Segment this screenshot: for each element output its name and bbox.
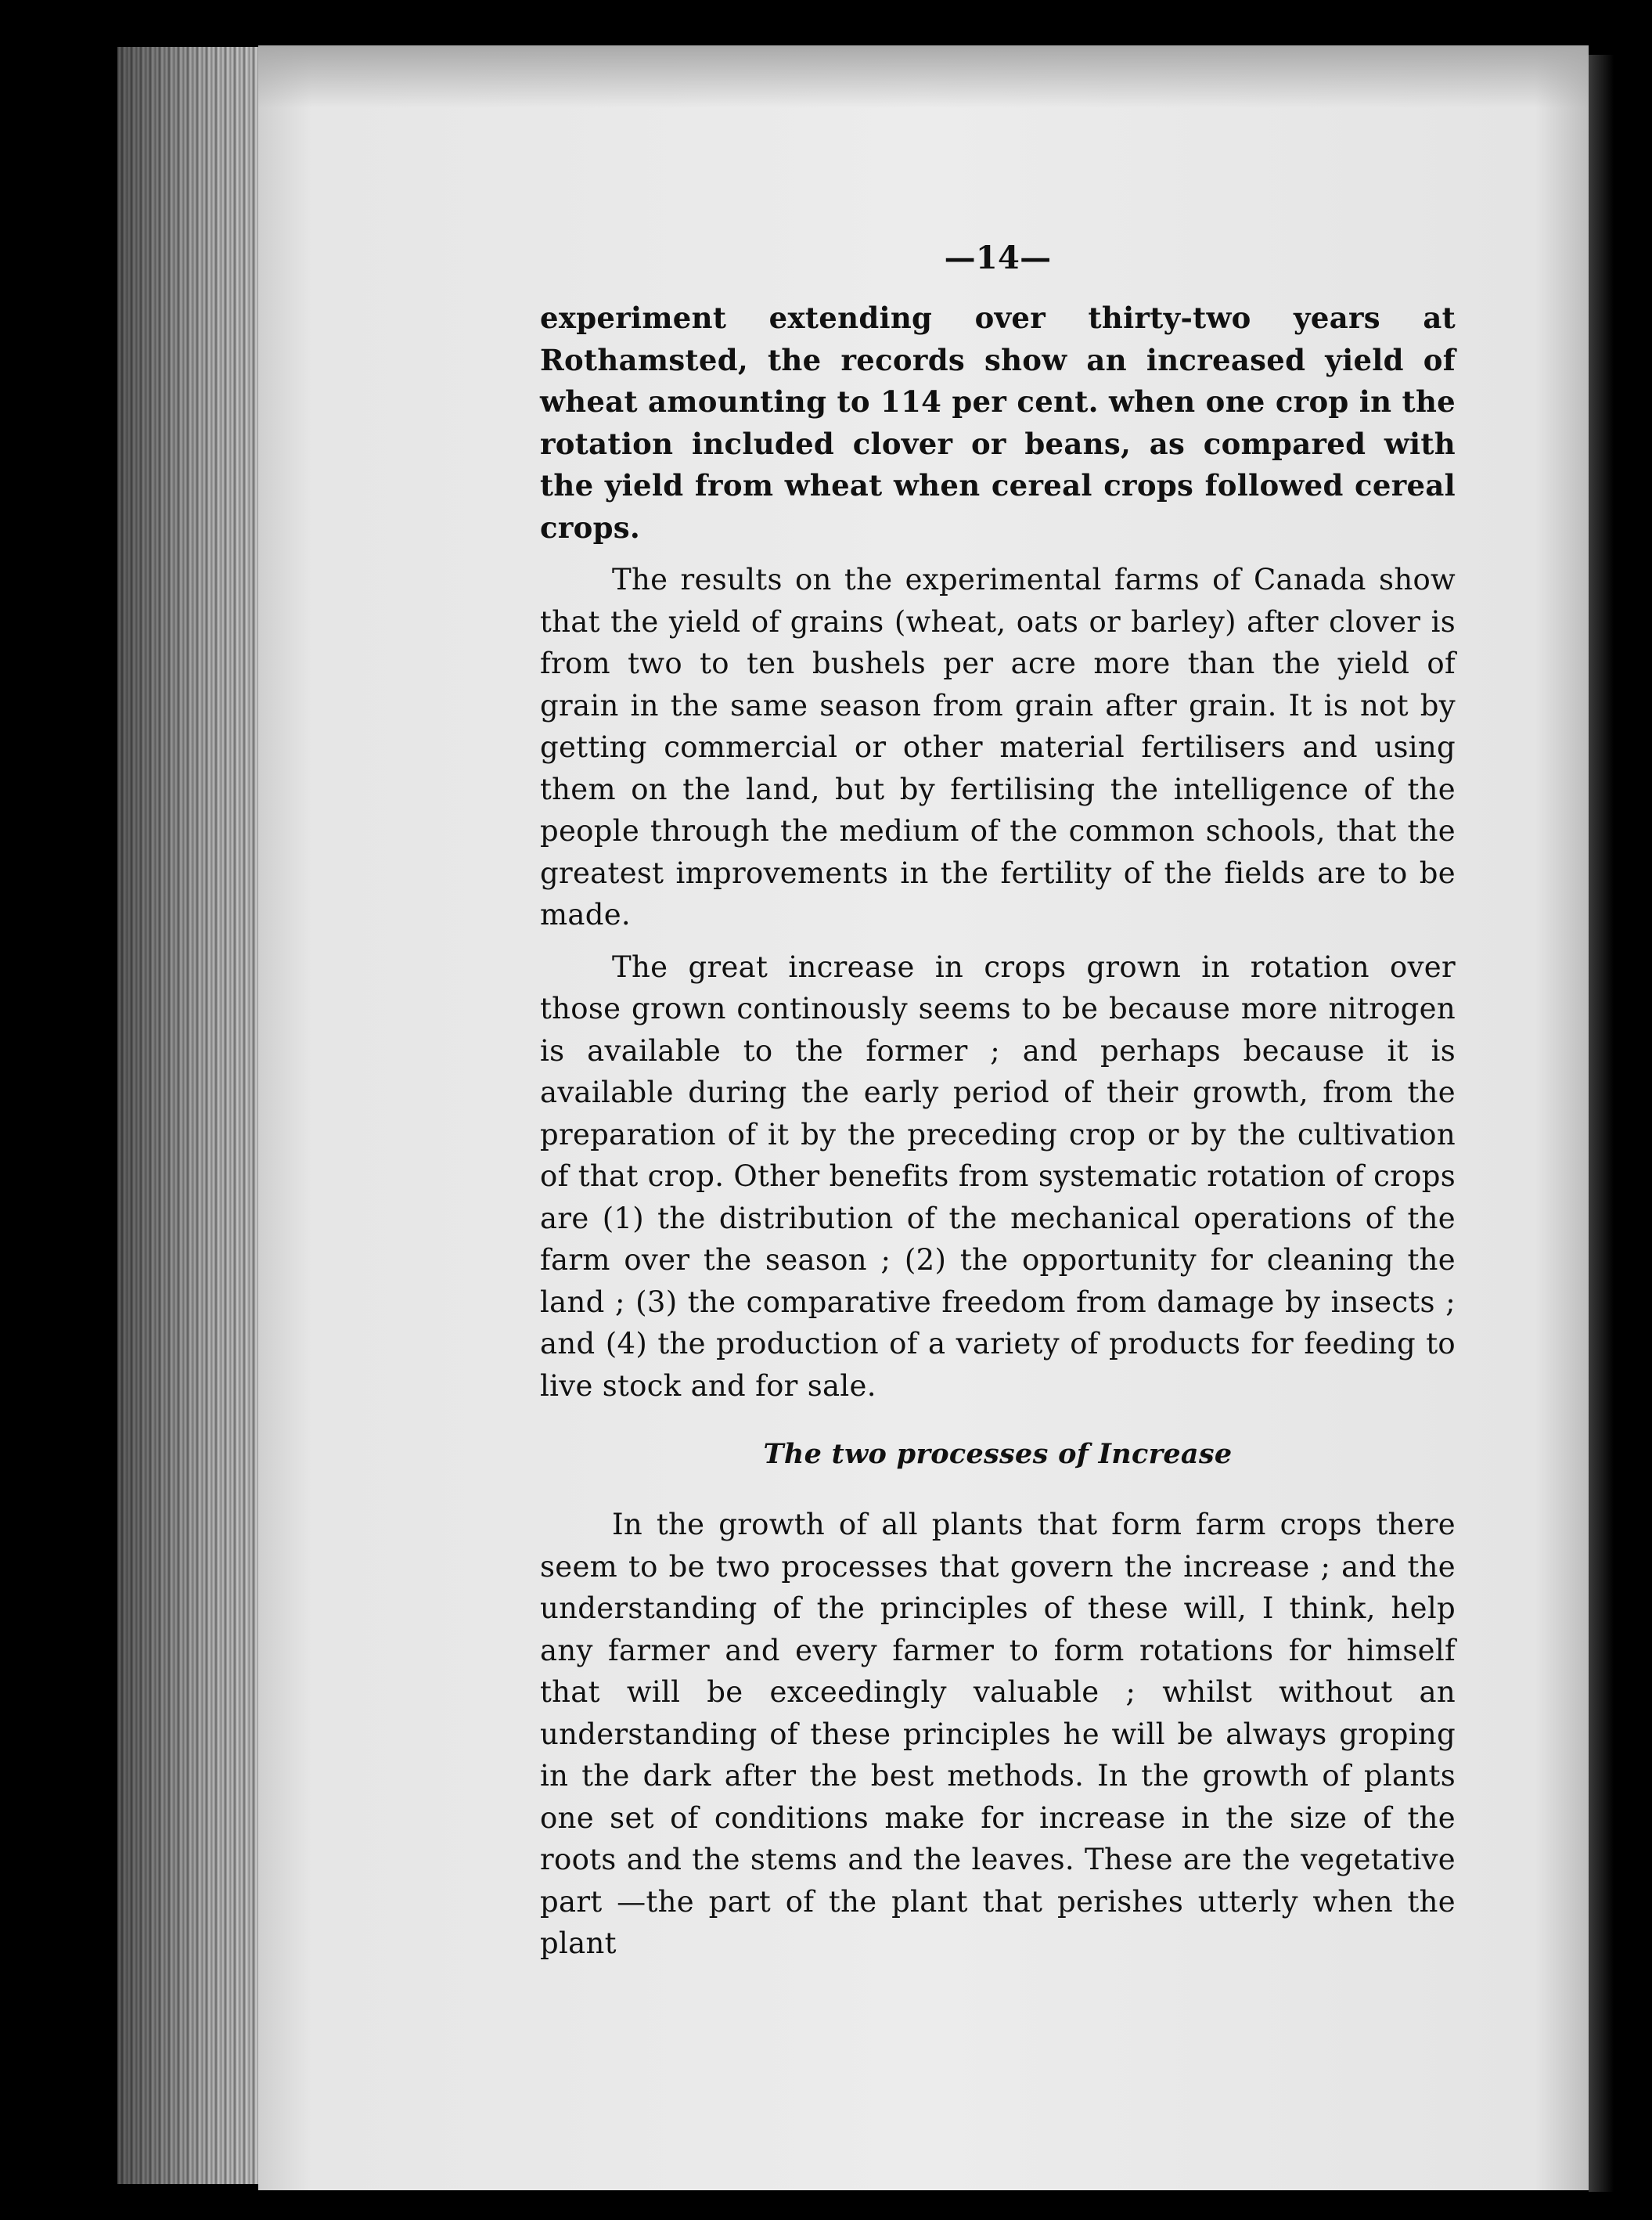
page-number: —14— xyxy=(944,240,1052,276)
paragraph-canada-results: The results on the experimental farms of Canada show that the yield of grains (wheat, oats or barley) after clover is from two to ten bushels per acre more than the yield of grain in the same season from grain after grain. It is not by getting commercial or other material fertilisers and using them on the land, but by fertilising the intelligence of the people through the medium of the common schools, that the greatest improvements in the fertility of the fields are to be made. xyxy=(540,563,1456,932)
paragraph-two-processes: In the growth of all plants that form farm crops there seem to be two processes that govern the increase ; and the understanding of the principles of these will, I think, help any farmer and every farmer to form rotations for himself that will be exceedingly valuable ; whilst without an understanding of these principles he will be always groping in the dark after the best methods. In the growth of plants one set of conditions make for increase in the size of the roots and the stems and the leaves. These are the vegetative part —the part of the plant that perishes utterly when the plant xyxy=(540,1508,1456,1960)
page-top-shade xyxy=(258,45,1589,108)
right-dark-edge xyxy=(1589,55,1652,2192)
page-text xyxy=(540,235,1456,1975)
page-edges-shadow xyxy=(117,47,274,2184)
section-heading: The two processes of Increase xyxy=(763,1438,1233,1470)
paragraph-rotation-benefits: The great increase in crops grown in rotation over those grown continously seems to be because more nitrogen is available to the former ; and perhaps because it is available during the early period of their growth, from the preparation of it by the preceding crop or by the cultivation of that crop. Other benefits from systematic rotation of crops are (1) the distribution of the mechanical operations of the farm over the season ; (2) the opportunity for cleaning the land ; (3) the comparative freedom from damage by insects ; and (4) the production of a variety of products for feeding to live stock and for sale. xyxy=(540,950,1456,1403)
paragraph-continuation: experiment extending over thirty-two years at Rothamsted, the records show an increased yield of wheat amounting to 114 per cent. when one crop in the rotation included clover or beans, as compared with the yield from wheat when cereal crops followed cereal crops. xyxy=(540,301,1456,545)
